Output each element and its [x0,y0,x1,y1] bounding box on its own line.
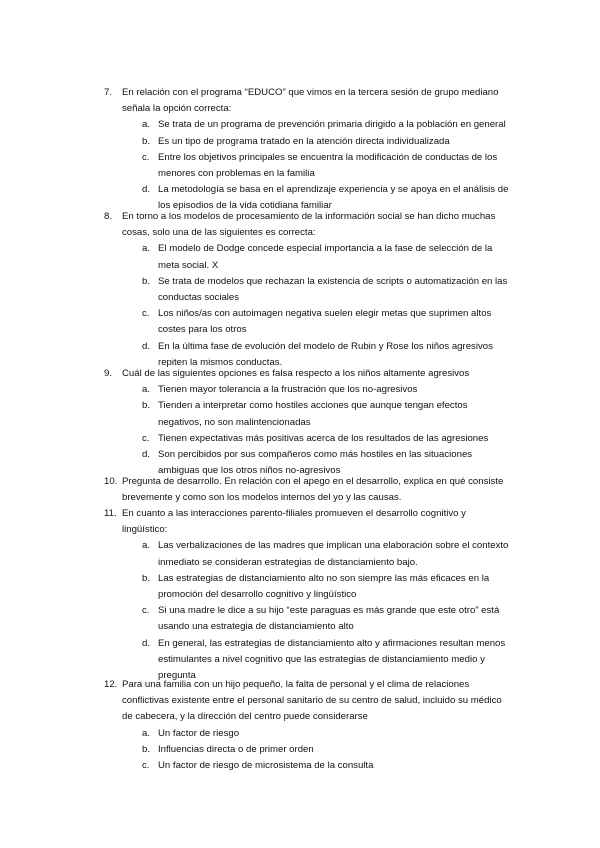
option-letter: a. [142,119,151,131]
option-text: Son percibidos por sus compañeros como más hostiles en las situaciones [158,448,473,460]
option-letter: d. [142,184,151,196]
option-letter: c. [142,605,150,617]
question-number: 9. [104,368,113,379]
option-letter: c. [142,432,150,444]
option-text: En la última fase de evolución del modelo de Rubin y Rose los niños agresivos [158,340,493,352]
question-line [104,677,534,693]
option-letter: c. [142,308,150,320]
option-b [104,742,534,758]
option-b [104,571,534,587]
option-text-cont: menores con problemas en la familia [158,167,315,179]
option-letter: d. [142,448,151,460]
option-d [104,339,534,355]
option-text: Las estrategias de distanciamiento alto no son siempre las más eficaces en la [158,572,490,584]
option-text: Un factor de riesgo [158,727,240,739]
option-text: Los niños/as con autoimagen negativa suelen elegir metas que suprimen altos [158,308,492,320]
option-b [104,274,534,290]
option-letter: a. [142,727,151,739]
question-line [104,209,534,225]
option-text: Tienen expectativas más positivas acerca de los resultados de las agresiones [158,432,489,444]
option-text: Se trata de un programa de prevención primaria dirigido a la población en general [158,119,506,131]
question-text: En relación con el programa “EDUCO” que vimos en la tercera sesión de grupo mediano [122,87,499,98]
question-number: 11. [104,508,117,519]
option-text-cont: promoción del desarrollo cognitivo y lingüístico [158,588,357,600]
option-d [104,182,534,198]
option-text: El modelo de Dodge concede especial importancia a la fase de selección de la [158,243,493,255]
option-letter: b. [142,275,151,287]
option-d [104,636,534,652]
question-9 [104,366,534,479]
option-letter: b. [142,400,151,412]
question-text: En cuanto a las interacciones parento-filiales promueven el desarrollo cognitivo y [122,508,466,519]
question-number: 7. [104,87,113,98]
question-text-cont: conflictivas existente entre el personal sanitario de su centro de salud, incluido su médico [122,695,502,707]
option-text-cont: repiten la mismos conductas. [158,356,283,368]
option-text: Un factor de riesgo de microsistema de la consulta [158,759,374,771]
option-c [104,758,534,774]
option-letter: a. [142,384,151,396]
option-text-cont: usando una estrategia de distanciamiento alto [158,621,354,633]
option-letter: d. [142,637,151,649]
option-text-cont: meta social. X [158,259,219,271]
question-7 [104,85,534,215]
question-11 [104,506,534,684]
option-text: Entre los objetivos principales se encuentra la modificación de conductas de los [158,151,498,163]
option-a [104,117,534,133]
option-letter: b. [142,572,151,584]
question-line [104,474,534,490]
option-text-cont: ambiguas que los otros niños no-agresivos [158,465,341,477]
option-b [104,134,534,150]
option-text: Tienen mayor tolerancia a la frustración que los no-agresivos [158,384,418,396]
option-text: Se trata de modelos que rechazan la existencia de scripts o automatización en las [158,275,508,287]
option-a [104,726,534,742]
option-c [104,431,534,447]
question-text-cont: brevemente y como son los modelos internos del yo y las causas. [122,492,402,504]
question-12 [104,677,534,774]
question-text-cont: señala la opción correcta: [122,103,232,115]
option-text-cont: costes para los otros [158,324,247,336]
question-text: En torno a los modelos de procesamiento de la información social se han dicho muchas [122,211,496,222]
question-text-cont: cosas, solo una de las siguientes es correcta: [122,227,316,239]
question-line [104,506,534,522]
question-text: Para una familia con un hijo pequeño, la falta de personal y el clima de relaciones [122,679,470,690]
option-a [104,538,534,554]
option-letter: b. [142,135,151,147]
option-letter: d. [142,340,151,352]
question-number: 8. [104,211,113,222]
option-letter: a. [142,243,151,255]
question-text-cont: lingüístico: [122,524,168,536]
question-line [104,85,534,101]
option-letter: c. [142,759,150,771]
question-10 [104,474,534,506]
option-text-cont: pregunta [158,669,196,681]
option-letter: c. [142,151,150,163]
option-c [104,306,534,322]
option-text-cont: conductas sociales [158,291,240,303]
question-text: Pregunta de desarrollo. En relación con el apego en el desarrollo, explica en qué consiste [122,476,504,487]
option-a [104,241,534,257]
option-letter: a. [142,540,151,552]
option-c [104,150,534,166]
question-line [104,366,534,382]
question-number: 10. [104,476,118,487]
option-text-cont: inmediato se consideran estrategias de distanciamiento bajo. [158,556,418,568]
question-number: 12. [104,679,118,690]
option-text: Si una madre le dice a su hijo “este paraguas es más grande que este otro” está [158,605,500,617]
option-text: Tienden a interpretar como hostiles acciones que aunque tengan efectos [158,400,468,412]
option-text: En general, las estrategias de distanciamiento alto y afirmaciones resultan menos [158,637,506,649]
option-text-cont: estimulantes a nivel cognitivo que las estrategias de distanciamiento medio y [158,653,485,665]
option-text: Influencias directa o de primer orden [158,743,314,755]
option-d [104,447,534,463]
option-a [104,382,534,398]
question-8 [104,209,534,371]
option-text-cont: los episodios de la vida cotidiana familiar [158,200,332,212]
option-letter: b. [142,743,151,755]
option-text: Es un tipo de programa tratado en la atención directa individualizada [158,135,450,147]
option-text-cont: negativos, no son malintencionadas [158,416,311,428]
option-b [104,398,534,414]
option-c [104,603,534,619]
option-text: Las verbalizaciones de las madres que implican una elaboración sobre el contexto [158,540,509,552]
option-text: La metodología se basa en el aprendizaje experiencia y se apoya en el análisis de [158,184,509,196]
question-text-cont: de cabecera, y la dirección del centro puede considerarse [122,711,368,723]
question-text: Cuál de las siguientes opciones es falsa respecto a los niños altamente agresivos [122,368,470,379]
